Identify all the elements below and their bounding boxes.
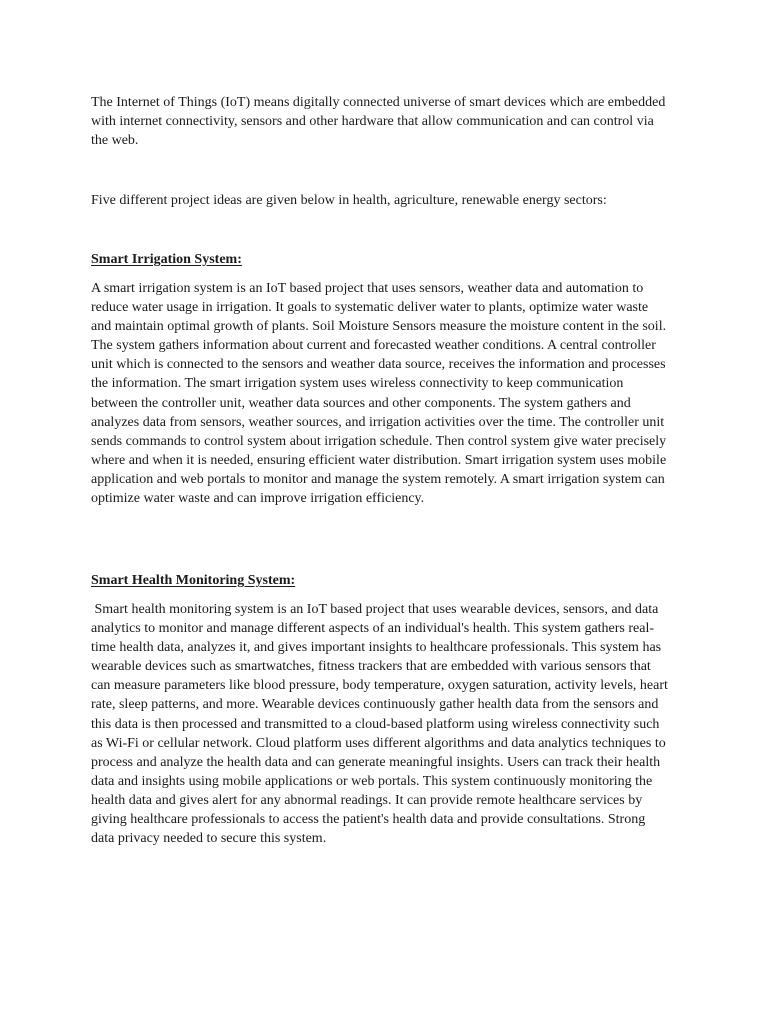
section-heading-smart-irrigation: Smart Irrigation System: [91, 252, 242, 267]
section-body-smart-irrigation: A smart irrigation system is an IoT based project that uses sensors, weather data and automation to reduce water usage in irrigation. It goals to systematic deliver water to plants, optimize water waste and maintain optimal growth of plants. Soil Moisture Sensors measure the moisture content in the soil. The system gathers information about current and forecasted weather conditions. A central controller unit which is connected to the sensors and weather data source, receives the information and processes the information. The smart irrigation system uses wireless connectivity to keep communication between the controller unit, weather data sources and other components. The system gathers and analyzes data from sensors, weather sources, and irrigation activities over the time. The controller unit sends commands to control system about irrigation schedule. Then control system give water precisely where and when it is needed, ensuring efficient water distribution. Smart irrigation system uses mobile application and web portals to monitor and manage the system remotely. A smart irrigation system can optimize water waste and can improve irrigation efficiency. [91, 281, 667, 507]
ideas-intro-paragraph: Five different project ideas are given below in health, agriculture, renewable energy sectors: [91, 193, 607, 208]
section-heading-smart-health: Smart Health Monitoring System: [91, 573, 296, 588]
intro-paragraph: The Internet of Things (IoT) means digitally connected universe of smart devices which are embedded with internet connectivity, sensors and other hardware that allow communication and can control via the web. [91, 95, 666, 149]
section-body-smart-health: Smart health monitoring system is an IoT based project that uses wearable devices, sensors, and data analytics to monitor and manage different aspects of an individual's health. This system gathers real-time health data, analyzes it, and gives important insights to healthcare professionals. This system has wearable devices such as smartwatches, fitness trackers that are embedded with various sensors that can measure parameters like blood pressure, body temperature, oxygen saturation, activity levels, heart rate, sleep patterns, and more. Wearable devices continuously gather health data from the sensors and this data is then processed and transmitted to a cloud-based platform using wireless connectivity such as Wi-Fi or cellular network. Cloud platform uses different algorithms and data analytics techniques to process and analyze the health data and can generate meaningful insights. Users can track their health data and insights using mobile applications or web portals. This system continuously monitoring the health data and gives alert for any abnormal readings. It can provide remote healthcare services by giving healthcare professionals to access the patient's health data and provide consultations. Strong data privacy needed to secure this system. [91, 602, 672, 847]
